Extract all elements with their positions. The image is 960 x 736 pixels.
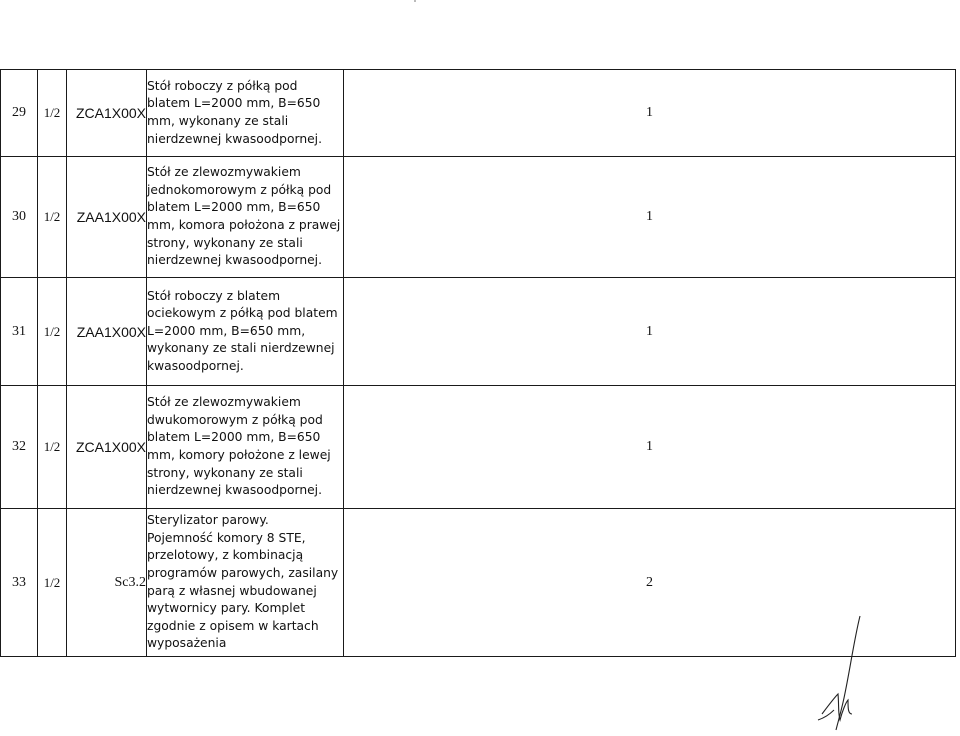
table-row: [1, 157, 956, 278]
description-line: strony, wykonany ze stali: [147, 235, 303, 250]
description-line: mm, komora położona z prawej: [147, 218, 341, 232]
row-part: 1/2: [38, 509, 67, 657]
row-part: 1/2: [38, 157, 67, 278]
row-number: 32: [1, 386, 38, 509]
description-line: parą z własnej wbudowanej: [147, 583, 317, 598]
row-quantity: 1: [344, 278, 956, 386]
handwritten-signature: [808, 610, 868, 734]
row-number: 29: [1, 70, 38, 157]
description-line: nierdzewnej kwasoodpornej.: [147, 131, 323, 146]
description-line: Pojemność komory 8 STE,: [147, 530, 306, 545]
row-quantity: 1: [344, 70, 956, 157]
description-line: jednokomorowym z półką pod: [147, 182, 332, 197]
description-line: programów parowych, zasilany: [147, 565, 339, 580]
scan-speck: [414, 0, 416, 2]
row-quantity: 2: [344, 509, 956, 657]
description-line: Sterylizator parowy.: [147, 513, 269, 528]
row-description: [147, 278, 344, 386]
description-line: dwukomorowym z półką pod: [147, 412, 323, 427]
description-line: L=2000 mm, B=650 mm,: [147, 323, 306, 338]
row-quantity: 1: [344, 157, 956, 278]
description-line: mm, wykonany ze stali: [147, 114, 289, 128]
description-line: Stół ze zlewozmywakiem: [147, 395, 301, 410]
description-line: wyposażenia: [147, 636, 227, 651]
description-line: Stół roboczy z półką pod: [147, 78, 298, 93]
row-part: 1/2: [38, 70, 67, 157]
description-line: kwasoodpornej.: [147, 358, 244, 373]
row-description: [147, 386, 344, 509]
description-line: blatem L=2000 mm, B=650: [147, 430, 321, 445]
row-code: ZAA1X00X: [67, 157, 147, 278]
description-line: blatem L=2000 mm, B=650: [147, 200, 321, 215]
description-line: blatem L=2000 mm, B=650: [147, 96, 321, 111]
description-line: mm, komory położone z lewej: [147, 448, 331, 462]
description-line: zgodnie z opisem w kartach: [147, 618, 319, 633]
description-line: ociekowym z półką pod blatem: [147, 306, 338, 321]
row-number: 30: [1, 157, 38, 278]
row-number: 31: [1, 278, 38, 386]
row-description: [147, 157, 344, 278]
row-part: 1/2: [38, 278, 67, 386]
table-row: [1, 386, 956, 509]
row-code: ZCA1X00X: [67, 70, 147, 157]
row-code: Sc3.2: [67, 509, 147, 657]
description-line: Stół roboczy z blatem: [147, 288, 281, 303]
row-code: ZCA1X00X: [67, 386, 147, 509]
description-line: wytwornicy pary. Komplet: [147, 601, 306, 616]
row-number: 33: [1, 509, 38, 657]
description-line: wykonany ze stali nierdzewnej: [147, 341, 335, 356]
row-description: [147, 509, 344, 657]
description-line: strony, wykonany ze stali: [147, 465, 303, 480]
description-line: nierdzewnej kwasoodpornej.: [147, 483, 323, 498]
row-code: ZAA1X00X: [67, 278, 147, 386]
equipment-table: [0, 69, 956, 657]
description-line: przelotowy, z kombinacją: [147, 548, 304, 563]
row-quantity: 1: [344, 386, 956, 509]
description-line: nierdzewnej kwasoodpornej.: [147, 253, 323, 268]
table-row: [1, 278, 956, 386]
table-row: [1, 70, 956, 157]
row-part: 1/2: [38, 386, 67, 509]
row-description: [147, 70, 344, 157]
description-line: Stół ze zlewozmywakiem: [147, 165, 301, 180]
